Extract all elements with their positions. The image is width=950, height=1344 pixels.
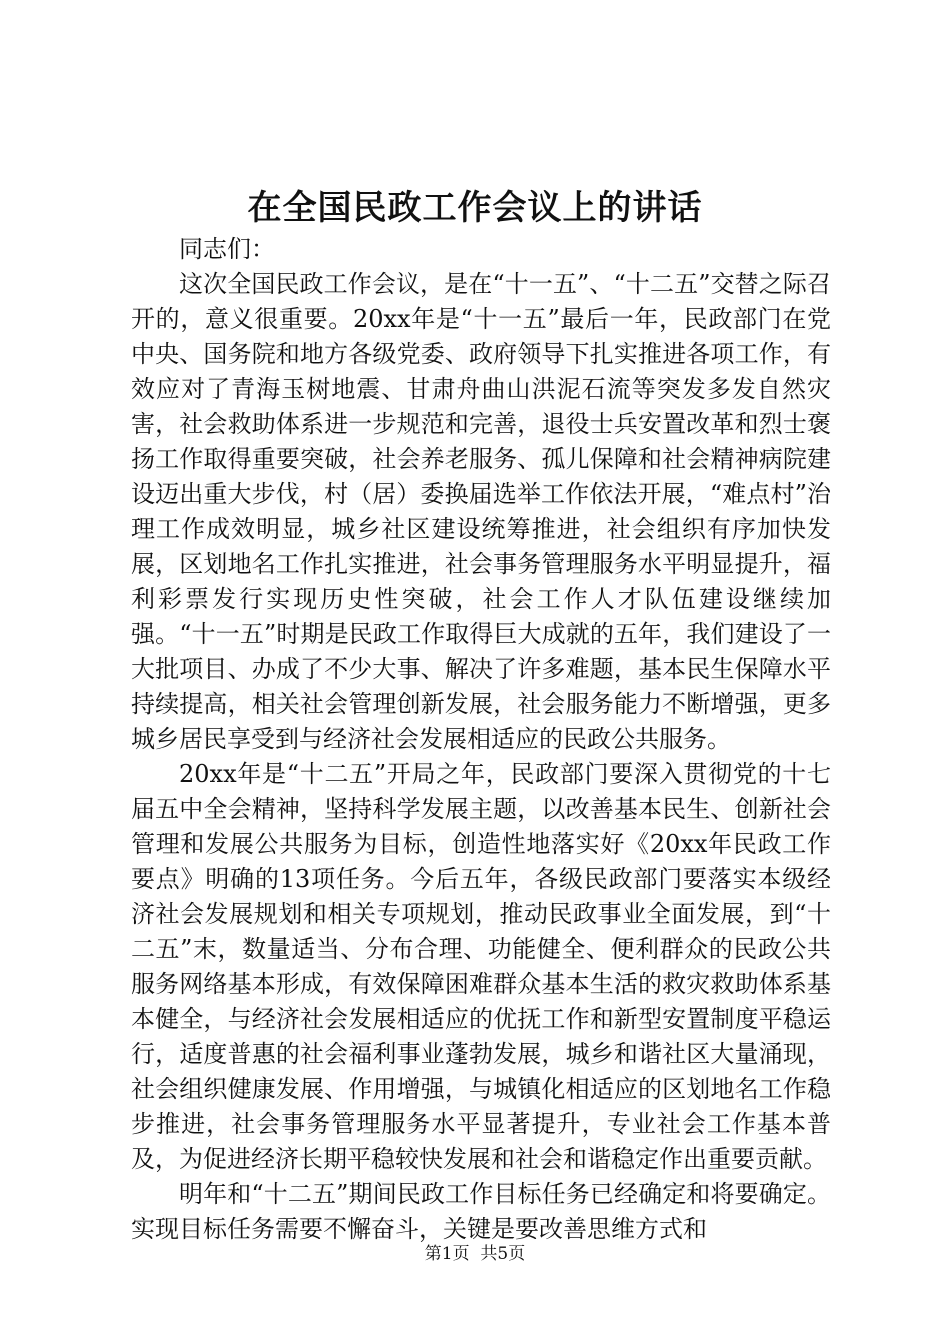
salutation: 同志们： (179, 235, 275, 263)
body-paragraph-1: 这次全国民政工作会议，是在“十一五”、“十二五”交替之际召开的，意义很重要。20xx年是“十一五”最后一年，民政部门在党中央、国务院和地方各级党委、政府领导下扎实推进各项工作，有效应对了青海玉树地震、甘肃舟曲山洪泥石流等突发多发自然灾害，社会救助体系进一步规范和完善，退役士兵安置改革和烈士褒扬工作取得重要突破，社会养老服务、孤儿保障和社会精神病院建设迈出重大步伐，村（居）委换届选举工作依法开展，“难点村”治理工作成效明显，城乡社区建设统筹推进，社会组织有序加快发展，区划地名工作扎实推进，社会事务管理服务水平明显提升，福利彩票发行实现历史性突破，社会工作人才队伍建设继续加强。“十一五”时期是民政工作取得巨大成就的五年，我们建设了一大批项目、办成了不少大事、解决了许多难题，基本民生保障水平持续提高，相关社会管理创新发展，社会服务能力不断增强，更多城乡居民享受到与经济社会发展相适应的民政公共服务。 (131, 270, 831, 753)
page-footer: 第1页 共5页 (424, 1244, 526, 1264)
body-paragraph-3: 明年和“十二五”期间民政工作目标任务已经确定和将要确定。实现目标任务需要不懈奋斗，关键是要改善思维方式和 (131, 1180, 831, 1243)
body-paragraph-2: 20xx年是“十二五”开局之年，民政部门要深入贯彻党的十七届五中全会精神，坚持科学发展主题，以改善基本民生、创新社会管理和发展公共服务为目标，创造性地落实好《20xx年民政工作要点》明确的13项任务。今后五年，各级民政部门要落实本级经济社会发展规划和相关专项规划，推动民政事业全面发展，到“十二五”末，数量适当、分布合理、功能健全、便利群众的民政公共服务网络基本形成，有效保障困难群众基本生活的救灾救助体系基本健全，与经济社会发展相适应的优抚工作和新型安置制度平稳运行，适度普惠的社会福利事业蓬勃发展，城乡和谐社区大量涌现，社会组织健康发展、作用增强，与城镇化相适应的区划地名工作稳步推进，社会事务管理服务水平显著提升，专业社会工作基本普及，为促进经济长期平稳较快发展和社会和谐稳定作出重要贡献。 (131, 760, 831, 1173)
document-title: 在全国民政工作会议上的讲话 (247, 188, 703, 228)
document-body (131, 232, 831, 1247)
